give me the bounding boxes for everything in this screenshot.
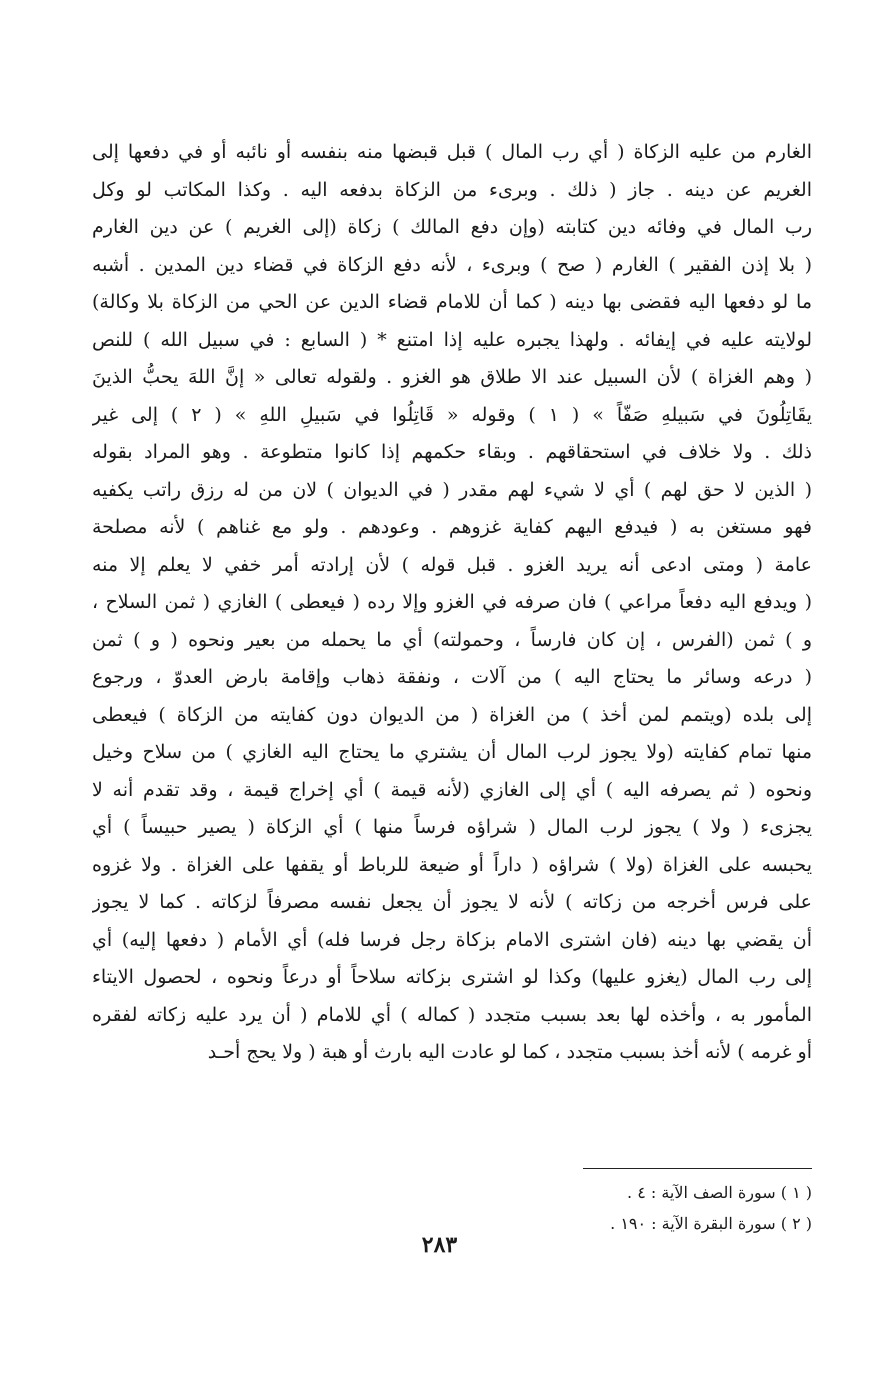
text-line: على فرس أخرجه من زكاته ) لأنه لا يجوز أن يجعل نفسه مصرفاً لزكاته . كما لا يجوز	[92, 891, 812, 913]
text-line: عامة ( ومتى ادعى أنه يريد الغزو . قبل قوله ) لأن إرادته أمر خفي لا يعلم إلا منه	[92, 553, 812, 576]
text-line: ( بلا إذن الفقير ) الغارم ( صح ) وبرىء ، لأنه دفع الزكاة في قضاء دين المدين . أشبه	[92, 253, 812, 276]
text-line: ( درعه وسائر ما يحتاج اليه ) من آلات ، ونفقة ذهاب وإقامة بارض العدوّ ، ورجوع	[92, 666, 812, 688]
text-line: و ) ثمن (الفرس ، إن كان فارساً ، وحمولته) أي ما يحمله من بعير ونحوه ( و ) ثمن	[92, 628, 812, 651]
text-line: المأمور به ، وأخذه لها بعد بسبب متجدد ( كماله ) أي للامام ( أن يرد عليه زكاته لفقره	[92, 1003, 812, 1026]
text-line: الغارم من عليه الزكاة ( أي رب المال ) قبل قبضها منه بنفسه أو نائبه أو في دفعها إلى	[92, 141, 812, 163]
body-text	[92, 134, 812, 1072]
footnotes	[300, 1177, 812, 1239]
text-line: إلى بلده (ويتمم لمن أخذ ) من الغزاة ( من الديوان دون كفايته من الزكاة ) فيعطى	[92, 703, 812, 726]
text-line: يحبسه على الغزاة (ولا ) شراؤه ( داراً أو ضيعة للرباط أو يقفها على الغزاة . ولا غزوه	[92, 853, 812, 876]
text-line: رب المال في وفائه دين كتابته (وإن دفع المالك ) زكاة (إلى الغريم ) عن دين الغارم	[92, 216, 812, 238]
text-line: ذلك . ولا خلاف في استحقاقهم . وبقاء حكمهم إذا كانوا متطوعة . وهو المراد بقوله	[92, 441, 812, 463]
text-line: أو غرمه ) لأنه أخذ بسبب متجدد ، كما لو عادت اليه بارث أو هبة ( ولا يحج أحـد	[207, 1041, 812, 1063]
text-line: ( الذين لا حق لهم ) أي لا شيء لهم مقدر ( في الديوان ) لان من له رزق راتب يكفيه	[92, 478, 812, 501]
text-line: ( ويدفع اليه دفعاً مراعي ) فان صرفه في الغزو وإلا رده ( فيعطى ) الغازي ( ثمن السلاح ،	[92, 591, 812, 613]
text-line: يجزىء ( ولا ) يجوز لرب المال ( شراؤه فرساً منها ) أي الزكاة ( يصير حبيساً ) أي	[92, 816, 812, 838]
footnote-1: ( ١ ) سورة الصف الآية : ٤ .	[627, 1183, 812, 1202]
text-line: ( وهم الغزاة ) لأن السبيل عند الا طلاق هو الغزو . ولقوله تعالى « إنَّ اللهَ يحبُّ الذينَ	[92, 366, 812, 388]
text-line: منها تمام كفايته (ولا يجوز لرب المال أن يشتري ما يحتاج اليه الغازي ) من سلاح وخيل	[92, 741, 812, 763]
footnote-separator	[583, 1168, 812, 1169]
text-line: يقَاتِلُونَ في سَبيلهِ صَفّاً » ( ١ ) وقوله « قَاتِلُوا في سَبيلِ اللهِ » ( ٢ ) إلى غير	[92, 403, 812, 426]
text-line: ما لو دفعها اليه فقضى بها دينه ( كما أن للامام قضاء الدين عن الحي من الزكاة بلا وكالة)	[92, 291, 812, 313]
text-line: ونحوه ( ثم يصرفه اليه ) أي إلى الغازي (لأنه قيمة ) أي إخراج قيمة ، وقد تقدم أنه لا	[92, 778, 812, 801]
text-line: فهو مستغن به ( فيدفع اليهم كفاية غزوهم . وعودهم . ولو مع غناهم ) لأنه مصلحة	[92, 516, 812, 538]
page-number: ٢٨٣	[421, 1232, 458, 1258]
text-line: لولايته عليه في إيفائه . ولهذا يجبره عليه إذا امتنع * ( السابع : في سبيل الله ) للنص	[92, 328, 812, 351]
text-line: إلى رب المال (يغزو عليها) وكذا لو اشترى بزكاته سلاحاً أو درعاً ونحوه ، لحصول الايتاء	[92, 966, 812, 988]
text-line: أن يقضي بها دينه (فان اشترى الامام بزكاة رجل فرسا فله) أي الأمام ( دفعها إليه) أي	[92, 928, 812, 951]
footnote-2: ( ٢ ) سورة البقرة الآية : ١٩٠ .	[610, 1214, 812, 1233]
text-line: الغريم عن دينه . جاز ( ذلك . وبرىء من الزكاة بدفعه اليه . وكذا المكاتب لو وكل	[92, 178, 812, 201]
